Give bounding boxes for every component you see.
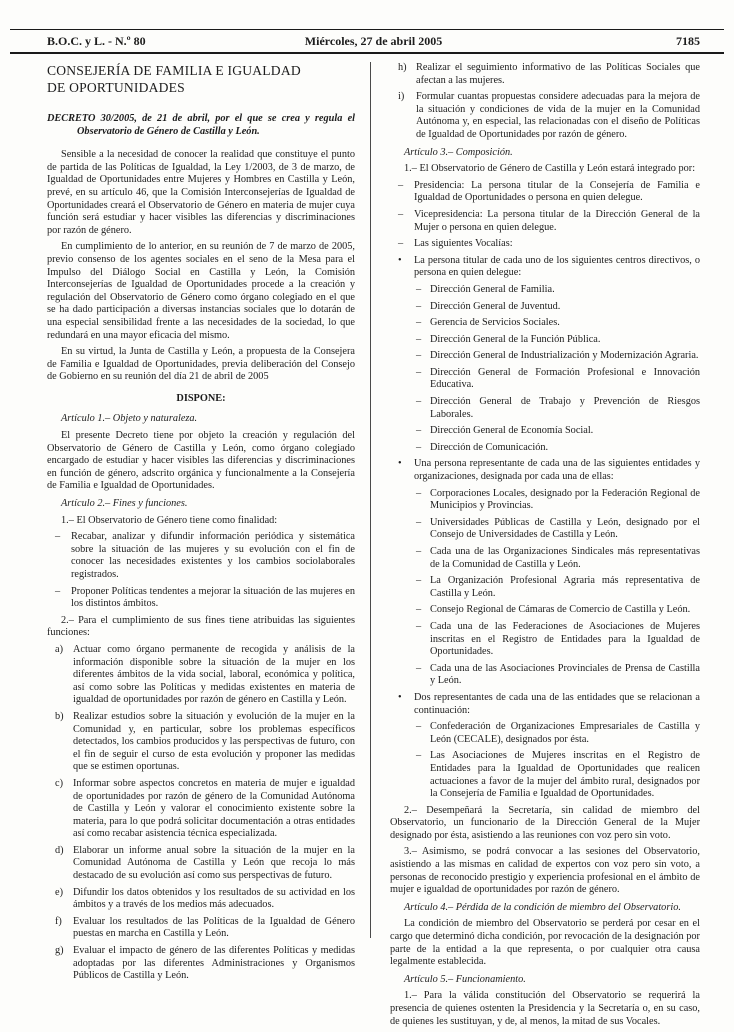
sub-dash-item <box>390 663 700 688</box>
section-title: CONSEJERÍA DE FAMILIA E IGUALDAD DE OPORTUNIDADES <box>47 63 301 95</box>
list-item-text: Formular cuantas propuestas considere adecuadas para la mejora de la situación y condiciones de vida de la mujer en la Comunidad Autónoma y, en especial, las relacionadas con el diseño de Políticas de Igualdad de Oportunidades por razón de género. <box>416 91 700 140</box>
dash-marker: – <box>416 425 422 437</box>
list-item-text: Dos representantes de cada una de las entidades que se relacionan a continuación: <box>414 691 700 716</box>
dash-marker: – <box>416 441 422 453</box>
list-item-text: Consejo Regional de Cámaras de Comercio de Castilla y León. <box>430 604 691 616</box>
letter-marker: c) <box>55 777 63 789</box>
left-column <box>47 62 355 1032</box>
letter-marker: d) <box>55 844 64 856</box>
paragraph: La condición de miembro del Observatorio se perderá por cesar en el cargo que determinó dicha condición, por revocación de la designación por parte de la entidad a la que representa, o por cualquier otra causa legalmente establecida. <box>390 918 700 968</box>
dash-marker: – <box>416 300 422 312</box>
bullet-item <box>390 458 700 483</box>
list-item-text: Dirección General de Economía Social. <box>430 425 594 437</box>
bullet-marker: • <box>398 458 402 470</box>
list-item-text: Cada una de las Asociaciones Provinciales de Prensa de Castilla y León. <box>430 662 700 687</box>
dash-marker: – <box>55 585 61 597</box>
dash-marker: – <box>416 350 422 362</box>
letter-marker: b) <box>55 710 64 722</box>
paragraph: En su virtud, la Junta de Castilla y León, a propuesta de la Consejera de Familia e Igualdad de Oportunidades, previa deliberación del Consejo de Gobierno en su reunión del día 21 de abril de 2005 <box>47 346 355 383</box>
dash-marker: – <box>416 516 422 528</box>
dash-marker: – <box>416 750 422 762</box>
list-item-text: La persona titular de cada uno de los siguientes centros directivos, o persona en quien delegue: <box>414 254 700 279</box>
dash-item <box>390 209 700 234</box>
list-item-text: Las siguientes Vocalías: <box>414 238 513 250</box>
list-item-text: Actuar como órgano permanente de recogida y análisis de la información disponible sobre la situación de la mujer en los diferentes ámbitos de la vida social, laboral, económica y política, así como sobre las Políticas y medidas existentes en materia de igualdad de oportunidades por razón de género en Castilla y León. <box>73 643 355 706</box>
paragraph: 1.– El Observatorio de Género de Castilla y León estará integrado por: <box>404 163 696 175</box>
sub-dash-item <box>390 604 700 617</box>
list-item-text: Cada una de las Federaciones de Asociaciones de Mujeres inscritas en el Registro de Entidades para la Igualdad de Oportunidades. <box>430 620 700 658</box>
list-item-text: La Organización Profesional Agraria más representativa de Castilla y León. <box>430 575 700 599</box>
paragraph: 1.– El Observatorio de Género tiene como finalidad: <box>61 514 278 526</box>
list-item-text: Evaluar los resultados de las Políticas de la Igualdad de Género puestas en marcha en Castilla y León. <box>73 915 355 940</box>
list-item-text: Las Asociaciones de Mujeres inscritas en el Registro de Entidades para la Igualdad de Oportunidades que realicen actuaciones a favor de la mujer del ámbito rural, designados por la Consejería de Familia e Igualdad de Oportunidades. <box>430 750 700 800</box>
list-item-text: Realizar el seguimiento informativo de las Políticas Sociales que afectan a las mujeres. <box>416 62 700 86</box>
issue-date: Miércoles, 27 de abril 2005 <box>304 33 443 48</box>
letter-item <box>47 778 355 841</box>
bullet-item <box>390 692 700 717</box>
list-item-text: Proponer Políticas tendentes a mejorar la situación de las mujeres en los distintos ámbitos. <box>71 585 355 610</box>
dispone: DISPONE: <box>176 392 226 404</box>
list-item-text: Dirección General de Formación Profesional e Innovación Educativa. <box>430 366 700 391</box>
dash-marker: – <box>416 366 422 378</box>
sub-dash-item <box>390 284 700 297</box>
sub-dash-item <box>390 721 700 746</box>
dash-marker: – <box>398 179 404 191</box>
list-item-text: Evaluar el impacto de género de las diferentes Políticas y medidas adoptadas por las diferentes Administraciones y Organismos Públicos de Castilla y León. <box>73 945 355 982</box>
sub-dash-item <box>390 396 700 421</box>
dash-marker: – <box>416 546 422 557</box>
page-header <box>0 0 734 54</box>
list-item-text: Una persona representante de cada una de las siguientes entidades y organizaciones, designada por cada una de ellas: <box>414 458 700 483</box>
sub-dash-item <box>390 488 700 513</box>
letter-item <box>47 711 355 774</box>
sub-dash-item <box>390 425 700 438</box>
sub-dash-item <box>390 301 700 314</box>
sub-dash-item <box>390 350 700 363</box>
paragraph: El presente Decreto tiene por objeto la creación y regulación del Observatorio de Género de Castilla y León, como órgano colegiado encargado de estudiar y hacer visibles las diferencias y discriminaciones en función de género, adscrito orgánica y funcionalmente a la Consejería de Familia e Igualdad de Oportunidades. <box>47 430 355 492</box>
bullet-marker: • <box>398 254 402 266</box>
sub-dash-item <box>390 517 700 542</box>
list-item-text: Elaborar un informe anual sobre la situación de la mujer en la Comunidad Autónoma de Castilla y León que recoja lo más destacado de su evolución así como sus perspectivas de futuro. <box>73 844 355 882</box>
list-item-text: Corporaciones Locales, designado por la Federación Regional de Municipios y Provincias. <box>430 487 700 512</box>
list-item-text: Dirección General de Familia. <box>430 283 555 295</box>
list-item-text: Confederación de Organizaciones Empresariales de Castilla y León (CECALE), designados por ésta. <box>430 721 700 745</box>
paragraph: 2.– Para el cumplimiento de sus fines tiene atribuidas las siguientes funciones: <box>47 614 355 639</box>
article-heading: Artículo 5.– Funcionamiento. <box>404 973 526 985</box>
dash-marker: – <box>416 575 422 587</box>
dash-item <box>390 238 700 251</box>
letter-marker: e) <box>55 886 63 898</box>
list-item-text: Realizar estudios sobre la situación y evolución de la mujer en la Comunidad y, en particular, sobre los problemas específicos detectados, los cambios producidos y las perspectivas de futuro, con el fin de seguir el curso de esta evolución y proponer las medidas que se estimen oportunas. <box>73 710 355 773</box>
article-heading: Artículo 4.– Pérdida de la condición de miembro del Observatorio. <box>404 901 681 913</box>
dash-marker: – <box>416 721 422 733</box>
article-heading: Artículo 2.– Fines y funciones. <box>61 498 188 510</box>
dash-marker: – <box>416 317 422 329</box>
letter-marker: g) <box>55 945 64 957</box>
dash-marker: – <box>416 333 422 345</box>
paragraph: 3.– Asimismo, se podrá convocar a las sesiones del Observatorio, asistiendo a las mismas en calidad de expertos con voz pero sin voto, a personas de reconocido prestigio y experiencia profesional en el ámbito de mujer e igualdad de oportunidades por razón de género. <box>390 846 700 896</box>
sub-dash-item <box>390 317 700 330</box>
paragraph: En cumplimiento de lo anterior, en su reunión de 7 de marzo de 2005, previo consenso de los agentes sociales en el seno de la Mesa para el Impulso del Diálogo Social en Castilla y León, la Comisión Interconsejerías de Igualdad de Oportunidades procede a la creación y regulación del Observatorio de Género como órgano colegiado en el que se ha dado participación a diversas instancias sociales que lo dotarán de una especial sensibilidad frente a las necesidades de la sociedad, lo que redundará en una mayor eficacia del mismo. <box>47 241 355 341</box>
list-item-text: Dirección de Comunicación. <box>430 441 549 453</box>
dash-marker: – <box>416 604 422 616</box>
dash-marker: – <box>398 208 404 220</box>
letter-marker: f) <box>55 915 62 927</box>
list-item-text: Recabar, analizar y difundir información periódica y sistemática sobre la situación de las mujeres y su evolución con el fin de conocer las necesidades existentes y los cambios sociolaborales registrados. <box>71 531 355 580</box>
dash-item <box>47 586 355 611</box>
column-divider <box>370 62 371 938</box>
bullet-marker: • <box>398 691 402 703</box>
paragraph: Sensible a la necesidad de conocer la realidad que constituye el punto de partida de las Políticas de Igualdad, la Ley 1/2003, de 3 de marzo, de Igualdad de Oportunidades entre Mujeres y Hombres en Castilla y León, prevé, en su artículo 46, que la Comisión Interconsejerías de Igualdad de Oportunidades creará el Observatorio de Género en materia de mujer cuya función será estudiar y hacer visibles las diferencias y discriminaciones por razón de género. <box>47 149 355 236</box>
list-item-text: Dirección General de Industrialización y Modernización Agraria. <box>430 350 699 362</box>
decree-title: DECRETO 30/2005, de 21 de abril, por el que se crea y regula el Observatorio de Género de Castilla y León. <box>47 113 355 137</box>
list-item-text: Informar sobre aspectos concretos en materia de mujer e igualdad de oportunidades por razón de género de la Comunidad Autónoma de Castilla y León y valorar el conocimiento existente sobre la materia, para lo que podrá solicitar documentación a otras entidades así como recabar asistencia técnica especializada. <box>73 777 355 840</box>
list-item-text: Gerencia de Servicios Sociales. <box>430 317 560 329</box>
sub-dash-item <box>390 442 700 455</box>
journal-number: B.O.C. y L. - N.º 80 <box>47 33 146 48</box>
letter-marker: a) <box>55 643 63 655</box>
dash-marker: – <box>416 620 422 632</box>
bullet-item <box>390 255 700 280</box>
article-heading: Artículo 3.– Composición. <box>404 146 513 158</box>
dash-item <box>390 180 700 205</box>
sub-dash-item <box>390 334 700 347</box>
dash-item <box>47 531 355 581</box>
dash-marker: – <box>416 487 422 499</box>
list-item-text: Cada una de las Organizaciones Sindicales más representativas de la Comunidad de Castilla y León. <box>430 546 700 570</box>
header-row <box>0 30 734 52</box>
sub-dash-item <box>390 621 700 659</box>
dash-marker: – <box>55 531 61 543</box>
letter-marker: h) <box>398 62 407 73</box>
letter-item <box>390 91 700 141</box>
right-column <box>390 62 700 1032</box>
letter-item <box>47 887 355 912</box>
paragraph: 1.– Para la válida constitución del Observatorio se requerirá la presencia de quienes ostenten la Presidencia y la Secretaría o, en su caso, de quienes les sustituyan, y de, al menos, la mitad de sus Vocales. <box>390 990 700 1027</box>
letter-item <box>390 62 700 87</box>
paragraph: 2.– Desempeñará la Secretaría, sin calidad de miembro del Observatorio, un funcionario de la Dirección General de la Mujer designado por ésta, asistiendo a las reuniones con voz pero sin voto. <box>390 804 700 841</box>
list-item-text: Dirección General de Juventud. <box>430 300 561 312</box>
dash-marker: – <box>416 283 422 295</box>
list-item-text: Vicepresidencia: La persona titular de la Dirección General de la Mujer o persona en quien delegue. <box>414 208 700 233</box>
sub-dash-item <box>390 367 700 392</box>
dash-marker: – <box>416 396 422 408</box>
dash-marker: – <box>416 662 422 674</box>
page-number: 7185 <box>676 33 700 48</box>
sub-dash-item <box>390 546 700 571</box>
list-item-text: Universidades Públicas de Castilla y León, designado por el Consejo de Universidades de Castilla y León. <box>430 516 700 541</box>
letter-marker: i) <box>398 91 405 103</box>
dash-marker: – <box>398 238 404 250</box>
sub-dash-item <box>390 575 700 600</box>
list-item-text: Dirección General de la Función Pública. <box>430 333 601 345</box>
list-item-text: Difundir los datos obtenidos y los resultados de su actividad en los ámbitos y a través de los medios más adecuados. <box>73 886 355 911</box>
letter-item <box>47 916 355 941</box>
list-item-text: Dirección General de Trabajo y Prevención de Riesgos Laborales. <box>430 396 700 420</box>
sub-dash-item <box>390 750 700 800</box>
article-heading: Artículo 1.– Objeto y naturaleza. <box>61 413 198 425</box>
letter-item <box>47 945 355 983</box>
document-body <box>0 54 734 1032</box>
letter-item <box>47 644 355 707</box>
letter-item <box>47 845 355 883</box>
list-item-text: Presidencia: La persona titular de la Consejería de Familia e Igualdad de Oportunidades o persona en quien delegue. <box>414 179 700 204</box>
